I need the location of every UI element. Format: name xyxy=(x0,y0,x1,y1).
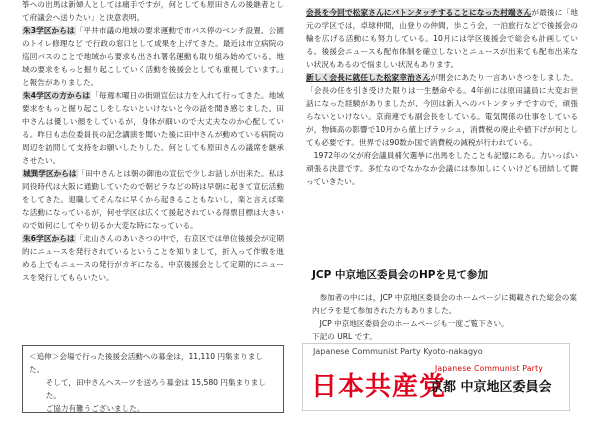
report-text-zhu6: 「北山さんのあいさつの中で，右京区では単位後援会が定期的にニュースを発行されているということを知りまして，折入って作戦を進める上でもニュースの発行がカギになる。中京後援会として定期的にニュースを発行してもらいたい。 xyxy=(22,234,284,282)
outgoing-chair-text: が最後に「地元の学区では，卓球仲間，山登りの仲間，歩こう会，一泊旅行などで後援会の輪を広げる活動にも努力している。10月には学区後援会で総会も計画している。後援会ニュースも配布体制を確立しないとニュースが出来ても配布出来ない状況もあるので悩ましい状況もあります。 xyxy=(306,8,578,69)
report-tag-zhu3: 朱3学区からは xyxy=(23,26,75,35)
logo-english-title: Japanese Communist Party Kyoto-nakagyo xyxy=(313,347,483,356)
right-paragraph-2: 1972年の父が府会議員補欠選挙に出馬をしたことも記憶にある。力いっぱい頑張る決意です。多忙なのでなかなか会議には参加しにくいけども団結して闘っていきたい。 xyxy=(306,151,578,186)
report-text-jousonn: 「田中さんとは朝の御池の宣伝で少しお話しが出来た。私は同役時代は大阪に通勤していたので朝ビラなどの時は早朝に起きて宣伝活動をしてきた。退職してそんなに早くから起きることもないし，楽と言えば楽な活動になっているが，何せ学区は広くて援起されている得票目標は大きいので如何にしてやり切るか大変な時になっている。 xyxy=(22,169,284,230)
notice-line-2: そして，田中さんへスーツを送ろう募金は 15,580 円集まりました。 xyxy=(45,378,266,400)
notice-line-3: ご協力有難うございました。 xyxy=(45,404,145,413)
left-column xyxy=(22,0,284,284)
logo-english-subtitle: Japanese Communist Party xyxy=(435,364,544,373)
new-chair-text: が閉会にあたり一言あいさつをしました。「会長の任を引き受けた限りは一生懸命やる。4年前には原田議員に大変お世話になった経験がありましたが、今回は新人へのバトンタッチですので，頑張らないといけない。京商連でも副会長をしている。電気関係の仕事をしているが，物価高の影響で10月から値上げラッシュ，消費税の廃止や値下げが何としても必要です。世界では90数か国で消費税の減税が行われている。 xyxy=(306,73,578,147)
right-paragraph-0 xyxy=(306,6,578,71)
section-body-3: 下記の URL です。 xyxy=(312,332,377,341)
left-paragraph-3 xyxy=(22,167,284,232)
left-paragraph-4 xyxy=(22,232,284,284)
logo-japanese-main: 日本共産党 xyxy=(311,372,447,402)
report-tag-zhu4: 朱4学区の方からは xyxy=(23,91,91,100)
donation-notice-box xyxy=(22,345,284,413)
report-tag-zhu6: 朱6学区からは xyxy=(23,234,75,243)
left-paragraph-1 xyxy=(22,24,284,89)
jcp-logo-banner[interactable] xyxy=(302,343,570,411)
report-tag-jousonn: 城巽学区からは xyxy=(23,169,77,178)
report-text-zhu4: 「毎週木曜日の街頭宣伝は力を入れて行ってきた。地域要求をもっと掘り起こしをしないといけないと今の話を聞き感じました。田中さんは優しい顔をしているが，身体が細いので大丈夫なのか心配している。昨日も志位委員長の記念講演を聞いた後に田中さんが動めている病院の周辺を訪問して支持をお願いしたりした。何としても原田さんの議席を継承させたい。 xyxy=(22,91,285,165)
logo-japanese-sub: 京都 中京地区委員会 xyxy=(430,380,552,395)
right-column xyxy=(306,6,578,188)
section-body-2: JCP 中京地区委員会のホームページも一度ご覧下さい。 xyxy=(319,319,509,328)
section-body xyxy=(312,291,580,343)
new-chair-tag: 新しく会長に就任した松家幸治さん xyxy=(306,73,431,82)
right-paragraph-1 xyxy=(306,71,578,149)
section-body-1: 参加者の中には，JCP 中京地区委員会のホームページに掲載された総会の案内ビラを見て参加された方もありました。 xyxy=(312,293,577,315)
left-paragraph-0: 筝への出馬は新婦人としては痛手ですが，何としても原田さんの後継者として府議会へ送りたい」と決意表明。 xyxy=(22,0,284,22)
outgoing-chair-tag: 会長を今回で松家さんにバトンタッチすることになった村端さん xyxy=(306,8,532,17)
section-heading: JCP 中京地区委員会のHPを見て参加 xyxy=(312,269,488,281)
left-paragraph-2 xyxy=(22,89,284,167)
notice-line-1: ＜追伸＞会場で行った後援会活動への募金は，11,110 円集まりました。 xyxy=(29,352,264,374)
report-text-zhu3: 「平井市議の地域の要求運動で市バス停のベンチ設置、公園のトイレ修理など で行政の窓口として成果を上げてきた。最近は市立病院の巡回バスのことで地域から要求も出され署名運動も取り組み始めている。地域の要求をもっと掘り起こしていく活動を後援会としても重視しています。」と報告がありました。 xyxy=(22,26,284,87)
